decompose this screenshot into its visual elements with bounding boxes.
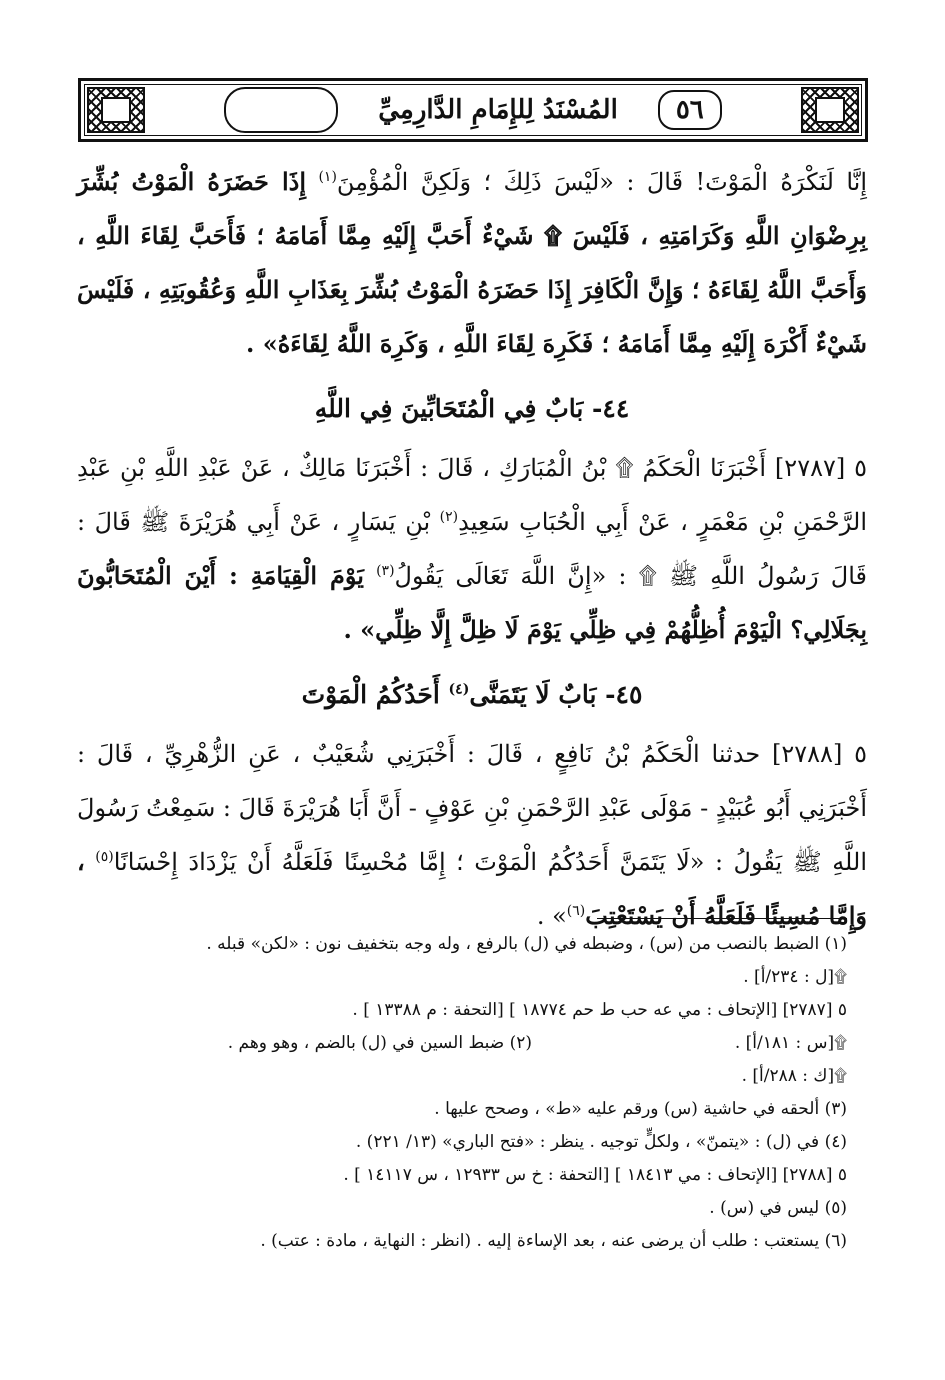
manuscript-marker: ۩[س : ١٨١/أ] . bbox=[734, 1033, 847, 1053]
hadith-number: ٥ [٢٧٨٧] bbox=[774, 454, 867, 482]
book-medallion-logo bbox=[224, 87, 338, 133]
heading-text: أَحَدُكُمُ الْمَوْتَ bbox=[301, 680, 440, 709]
section-heading-45 bbox=[77, 675, 867, 715]
footnote-ref-2: (٢) bbox=[439, 509, 459, 525]
footnote-ref-6: (٦) bbox=[566, 903, 586, 919]
hadith-2788 bbox=[77, 727, 867, 943]
footnote-3: (٣) ألحقه في حاشية (س) ورقم عليه «ط» ، وصحح عليها . bbox=[434, 1099, 847, 1119]
footnote-1: (١) الضبط بالنصب من (س) ، وضبطه في (ل) بالرفع ، وله وجه بتخفيف نون : «لكن» قبله . bbox=[206, 934, 847, 954]
running-title: المُسْنَدُ لِلإِمَامِ الدَّارِمِيِّ bbox=[378, 95, 618, 125]
footnotes bbox=[87, 928, 847, 1258]
footnote-row bbox=[87, 1027, 847, 1060]
footnote-divider bbox=[597, 918, 847, 919]
footnote-ref-1: (١) bbox=[318, 169, 337, 185]
text-segment: حدثنا الْحَكَمُ بْنُ نَافِعٍ ، قَالَ : أَخْبَرَنِي شُعَيْبٌ ، عَنِ الزُّهْرِيِّ ، قَالَ : أَخْبَرَنِي أَبُو عُبَيْدٍ - مَوْلَى عَبْدِ الرَّحْمَنِ بْنِ عَوْفٍ - أَنَّ أَبَا هُرَيْرَةَ قَالَ : سَمِعْتُ رَسُولَ اللَّهِ ﷺ يَقُولُ : «لَا يَتَمَنَّ أَحَدُكُمُ الْمَوْتَ ؛ إِمَّا مُحْسِنًا فَلَعَلَّهُ أَنْ يَزْدَادَ إِحْسَانًا bbox=[77, 740, 867, 876]
manuscript-marker: ۩[ك : ٢٨٨/أ] . bbox=[741, 1066, 847, 1086]
running-header bbox=[78, 78, 868, 142]
header-ornament-left bbox=[87, 87, 145, 133]
header-ornament-right bbox=[801, 87, 859, 133]
text-segment: بْنِ يَسَارٍ ، عَنْ أَبِي هُرَيْرَةَ ﷺ قَالَ : قَالَ رَسُولُ اللَّهِ ﷺ ۩ : «إِنَّ اللَّهَ تَعَالَى يَقُولُ bbox=[77, 508, 868, 590]
text-segment: إِذَا حَضَرَهُ الْمَوْتُ بُشِّرَ بِرِضْوَانِ اللَّهِ وَكَرَامَتِهِ ، فَلَيْسَ ۩ شَيْءٌ أَحَبَّ إِلَيْهِ مِمَّا أَمَامَهُ ؛ فَأَحَبَّ لِقَاءَ اللَّهِ ، وَأَحَبَّ اللَّهُ لِقَاءَهُ ؛ وَإِنَّ الْكَافِرَ إِذَا حَضَرَهُ الْمَوْتُ بُشِّرَ بِعَذَابِ اللَّهِ وَعُقُوبَتِهِ ، فَلَيْسَ شَيْءٌ أَكْرَهَ إِلَيْهِ مِمَّا أَمَامَهُ ؛ فَكَرِهَ لِقَاءَ اللَّهِ ، وَكَرِهَ اللَّهُ لِقَاءَهُ» . bbox=[77, 167, 867, 358]
heading-text: ٤٥- بَابٌ لَا يَتَمَنَّى bbox=[469, 680, 643, 709]
page-number: ٥٦ bbox=[658, 90, 722, 130]
section-heading-44: ٤٤- بَابٌ فِي الْمُتَحَابِّينَ فِي اللَّهِ bbox=[314, 394, 630, 423]
text-segment: ، وَإِمَّا مُسِيئًا فَلَعَلَّهُ أَنْ يَسْتَعْتِبَ bbox=[77, 847, 867, 930]
hadith-continuation bbox=[77, 155, 867, 371]
text-segment: أَخْبَرَنَا الْحَكَمُ ۩ بْنُ الْمُبَارَكِ ، قَالَ : أَخْبَرَنَا مَالِكٌ ، عَنْ عَبْدِ اللَّهِ بْنِ عَبْدِ الرَّحْمَنِ بْنِ مَعْمَرٍ ، عَنْ أَبِي الْحُبَابِ سَعِيدِ bbox=[77, 454, 867, 536]
footnote-4: (٤) في (ل) : «يتمنّ» ، ولكلٍّ توجيه . ينظر : «فتح الباري» (١٣/ ٢٢١) . bbox=[355, 1132, 847, 1152]
takhrij-2787: ٥ [٢٧٨٧] [الإتحاف : مي عه حب ط حم ١٨٧٧٤ ] [التحفة : م ١٣٣٨٨ ] . bbox=[352, 1000, 847, 1020]
footnote-ref-4: (٤) bbox=[448, 681, 470, 698]
footnote-6: (٦) يستعتب : طلب أن يرضى عنه ، بعد الإساءة إليه . (انظر : النهاية ، مادة : عتب) . bbox=[260, 1231, 847, 1251]
hadith-number: ٥ [٢٧٨٨] bbox=[772, 740, 867, 768]
footnote-2: (٢) ضبط السين في (ل) بالضم ، وهو وهم . bbox=[227, 1033, 532, 1053]
footnote-ref-3: (٣) bbox=[376, 563, 395, 579]
text-segment: يَوْمَ الْقِيَامَةِ : أَيْنَ الْمُتَحَابُّونَ بِجَلَالِي؟ الْيَوْمَ أُظِلُّهُمْ فِي ظِلِّي يَوْمَ لَا ظِلَّ إِلَّا ظِلِّي» . bbox=[77, 561, 867, 644]
footnote-ref-5: (٥) bbox=[95, 849, 114, 865]
manuscript-marker: ۩[ل : ٢٣٤/أ] . bbox=[743, 967, 847, 987]
text-segment: » . bbox=[536, 902, 567, 930]
main-text bbox=[77, 155, 867, 943]
takhrij-2788: ٥ [٢٧٨٨] [الإتحاف : مي ١٨٤١٣ ] [التحفة : خ س ١٢٩٣٣ ، س ١٤١١٧ ] . bbox=[343, 1165, 847, 1185]
footnote-5: (٥) ليس في (س) . bbox=[709, 1198, 847, 1218]
header-center bbox=[145, 87, 801, 133]
hadith-2787 bbox=[77, 441, 867, 657]
text-segment: إِنَّا لَنَكْرَهُ الْمَوْتَ! قَالَ : «لَيْسَ ذَلِكَ ؛ وَلَكِنَّ الْمُؤْمِنَ bbox=[336, 168, 868, 196]
